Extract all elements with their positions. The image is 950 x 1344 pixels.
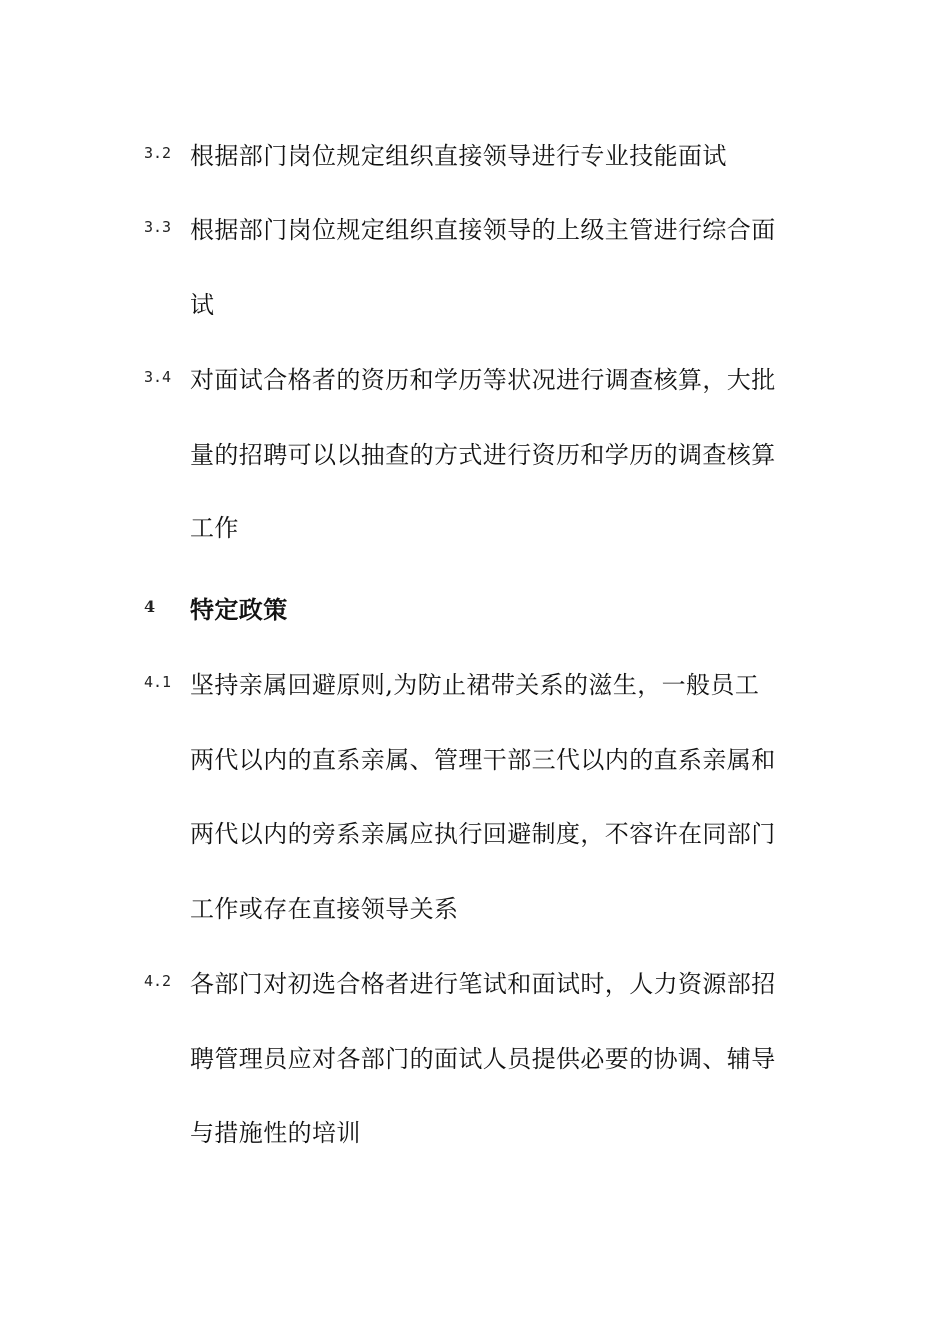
section-title: 特定政策 (190, 595, 288, 624)
clause-text-line: 量的招聘可以以抽查的方式进行资历和学历的调查核算 (190, 441, 776, 469)
clause-text-line: 两代以内的旁系亲属应执行回避制度，不容许在同部门 (190, 820, 776, 848)
clause-number: 3.3 (144, 218, 172, 236)
clause-number: 4.1 (144, 673, 172, 691)
clause-number: 4.2 (144, 972, 172, 990)
clause-number: 3.4 (144, 368, 172, 386)
clause-text-line: 两代以内的直系亲属、管理干部三代以内的直系亲属和 (190, 746, 776, 774)
clause-text-line: 与措施性的培训 (190, 1119, 361, 1147)
clause-text-line: 聘管理员应对各部门的面试人员提供必要的协调、辅导 (190, 1045, 776, 1073)
clause-text-line: 对面试合格者的资历和学历等状况进行调查核算，大批 (190, 366, 776, 394)
clause-number: 3.2 (144, 144, 172, 162)
section-number: 4 (144, 597, 156, 616)
clause-text-line: 坚持亲属回避原则,为防止裙带关系的滋生，一般员工 (190, 671, 760, 699)
clause-text-line: 根据部门岗位规定组织直接领导进行专业技能面试 (190, 142, 727, 170)
clause-text-line: 根据部门岗位规定组织直接领导的上级主管进行综合面 (190, 216, 776, 244)
clause-text-line: 工作或存在直接领导关系 (190, 895, 459, 923)
clause-text-line: 各部门对初选合格者进行笔试和面试时，人力资源部招 (190, 970, 776, 998)
clause-text-line: 工作 (190, 514, 239, 542)
clause-text-line: 试 (190, 291, 215, 319)
